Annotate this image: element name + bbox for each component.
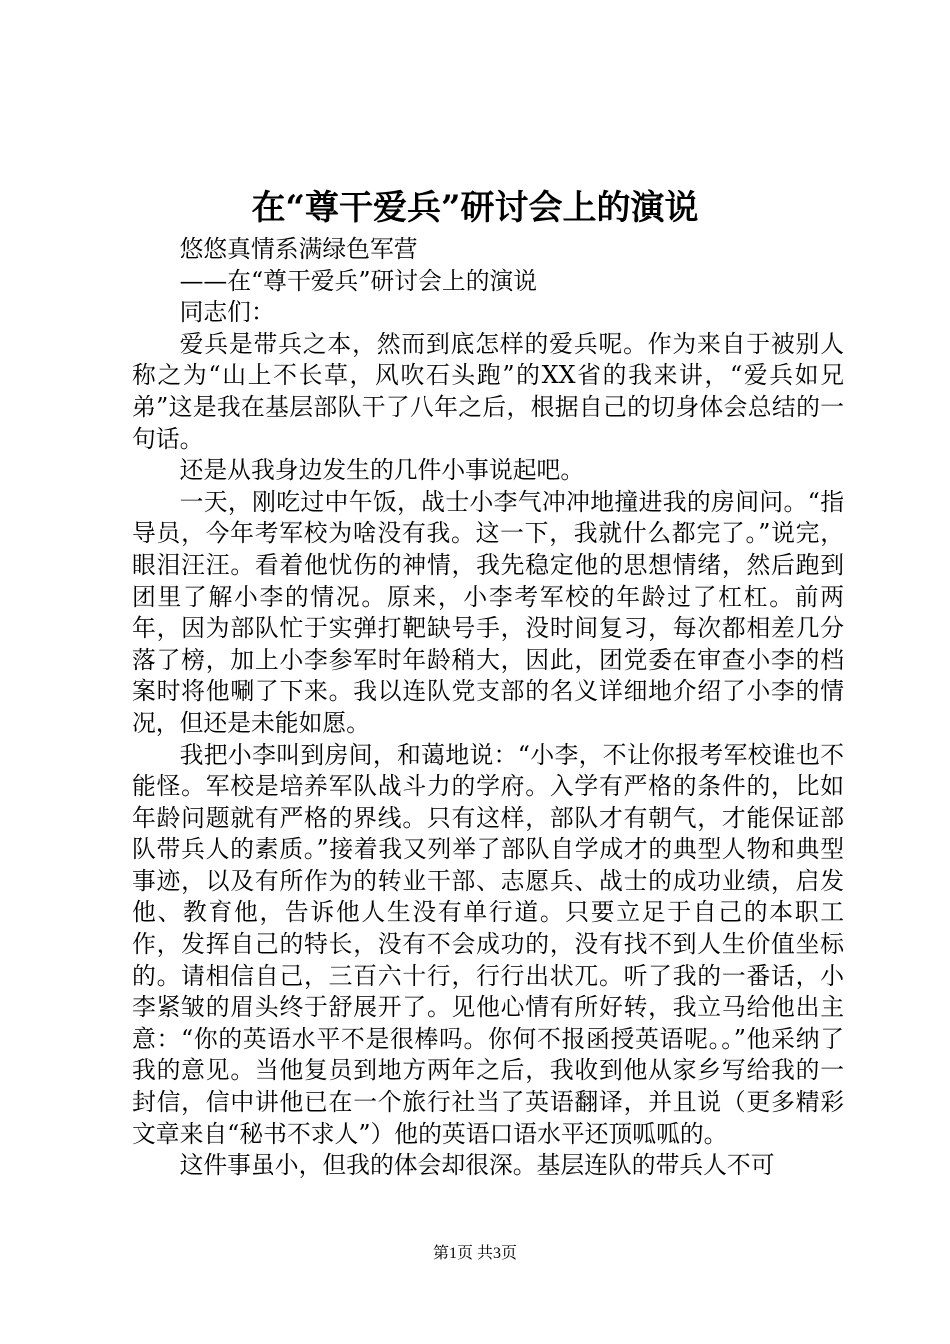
subtitle-line: ——在“尊干爱兵”研讨会上的演说 xyxy=(179,266,538,295)
body-paragraph: 这件事虽小，但我的体会却很深。基层连队的带兵人不可 xyxy=(179,1151,775,1180)
body-paragraph: 我把小李叫到房间，和蔼地说：“小李，不让你报考军校谁也不能怪。军校是培养军队战斗力的学府。入学有严格的条件的，比如年龄问题就有严格的界线。只有这样，部队才有朝气，才能保证部队带兵人的素质。”接着我又列举了部队自学成才的典型人物和典型事迹，以及有所作为的转业干部、志愿兵、战士的成功业绩，启发他、教育他，告诉他人生没有单行道。只要立足于自己的本职工作，发挥自己的特长，没有不会成功的，没有找不到人生价值坐标的。请相信自己，三百六十行，行行出状兀。听了我的一番话，小李紧皱的眉头终于舒展开了。见他心情有所好转，我立马给他出主意：“你的英语水平不是很棒吗。你何不报函授英语呢。。”他采纳了我的意见。当他复员到地方两年之后，我收到他从家乡写给我的一封信，信中讲他已在一个旅行社当了英语翻译，并且说（更多精彩文章来自“秘书不求人”）他的英语口语水平还顶呱呱的。 xyxy=(132,740,844,1148)
salutation: 同志们： xyxy=(179,298,275,327)
document-body xyxy=(132,234,844,1182)
body-paragraph: 爱兵是带兵之本，然而到底怎样的爱兵呢。作为来自于被别人称之为“山上不长草，风吹石头跑”的XX省的我来讲，“爱兵如兄弟”这是我在基层部队干了八年之后，根据自己的切身体会总结的一句话。 xyxy=(132,329,844,453)
body-paragraph: 还是从我身边发生的几件小事说起吧。 xyxy=(179,456,585,485)
document-title: 在“尊干爱兵”研讨会上的演说 xyxy=(251,188,699,228)
page-number-footer: 第1页 共3页 xyxy=(432,1245,517,1262)
subtitle-line: 悠悠真情系满绿色军营 xyxy=(179,235,418,263)
body-paragraph: 一天，刚吃过中午饭，战士小李气冲冲地撞进我的房间问。“指导员，今年考军校为啥没有我。这一下，我就什么都完了。”说完，眼泪汪汪。看着他忧伤的神情，我先稳定他的思想情绪，然后跑到团里了解小李的情况。原来，小李考军校的年龄过了杠杠。前两年，因为部队忙于实弹打靶缺号手，没时间复习，每次都相差几分落了榜，加上小李参军时年龄稍大，因此，团党委在审查小李的档案时将他唰了下来。我以连队党支部的名义详细地介绍了小李的情况，但还是未能如愿。 xyxy=(132,487,844,737)
